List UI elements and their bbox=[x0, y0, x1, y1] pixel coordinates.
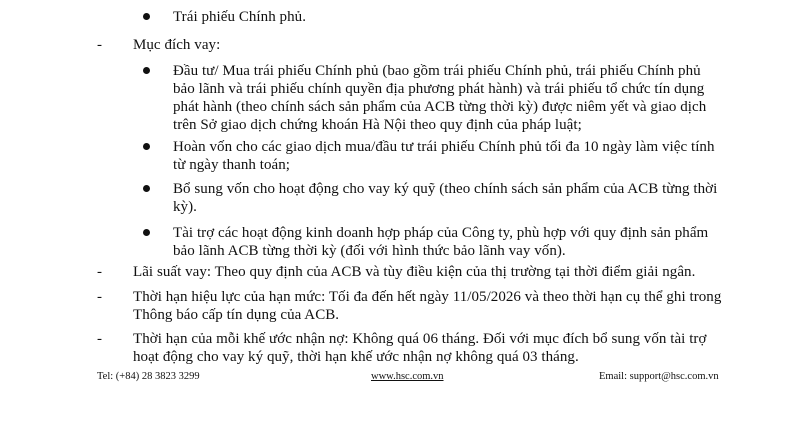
purpose-label: Mục đích vay: bbox=[133, 37, 221, 53]
footer-phone: Tel: (+84) 28 3823 3299 bbox=[97, 371, 200, 382]
bullet-icon bbox=[143, 13, 150, 20]
bullet-icon bbox=[143, 185, 150, 192]
bond-type-item: Trái phiếu Chính phủ. bbox=[173, 9, 307, 25]
purpose-item-3-line-1: Bổ sung vốn cho hoạt động cho vay ký quỹ (theo chính sách sản phẩm của ACB từng thời bbox=[173, 181, 718, 197]
dash-marker: - bbox=[97, 37, 102, 53]
interest-rate-text: Lãi suất vay: Theo quy định của ACB và tùy điều kiện của thị trường tại thời điểm giải ngân. bbox=[133, 264, 696, 280]
purpose-item-1-line-3: phát hành (theo chính sách sản phẩm của ACB từng thời kỳ) được niêm yết và giao dịch bbox=[173, 99, 707, 115]
purpose-item-2-line-2: từ ngày thanh toán; bbox=[173, 157, 290, 173]
purpose-item-2-line-1: Hoàn vốn cho các giao dịch mua/đầu tư trái phiếu Chính phủ tối đa 10 ngày làm việc tính bbox=[173, 139, 715, 155]
purpose-item-1-line-1: Đầu tư/ Mua trái phiếu Chính phủ (bao gồm trái phiếu Chính phủ, trái phiếu Chính phủ bbox=[173, 63, 701, 79]
dash-marker: - bbox=[97, 289, 102, 305]
dash-marker: - bbox=[97, 264, 102, 280]
bullet-icon bbox=[143, 229, 150, 236]
term-line-1: Thời hạn của mỗi khế ước nhận nợ: Không quá 06 tháng. Đối với mục đích bổ sung vốn tài trợ bbox=[133, 331, 707, 347]
footer-email: Email: support@hsc.com.vn bbox=[599, 371, 719, 382]
bullet-icon bbox=[143, 67, 150, 74]
purpose-item-4-line-2: bảo lãnh ACB từng thời kỳ (đối với hình thức bảo lãnh vay vốn). bbox=[173, 243, 566, 259]
validity-line-2: Thông báo cấp tín dụng của ACB. bbox=[133, 307, 340, 323]
purpose-item-1-line-2: bảo lãnh và trái phiếu chính quyền địa phương phát hành) và trái phiếu tổ chức tín dụng bbox=[173, 81, 705, 97]
validity-line-1: Thời hạn hiệu lực của hạn mức: Tối đa đến hết ngày 11/05/2026 và theo thời hạn cụ thể ghi trong bbox=[133, 289, 722, 305]
dash-marker: - bbox=[97, 331, 102, 347]
bullet-icon bbox=[143, 143, 150, 150]
footer-website-link[interactable]: www.hsc.com.vn bbox=[371, 371, 444, 382]
purpose-item-3-line-2: kỳ). bbox=[173, 199, 197, 215]
purpose-item-4-line-1: Tài trợ các hoạt động kinh doanh hợp pháp của Công ty, phù hợp với quy định sản phẩm bbox=[173, 225, 709, 241]
term-line-2: hoạt động cho vay ký quỹ, thời hạn khế ước nhận nợ không quá 03 tháng. bbox=[133, 349, 579, 365]
purpose-item-1-line-4: trên Sở giao dịch chứng khoán Hà Nội theo quy định của pháp luật; bbox=[173, 117, 582, 133]
